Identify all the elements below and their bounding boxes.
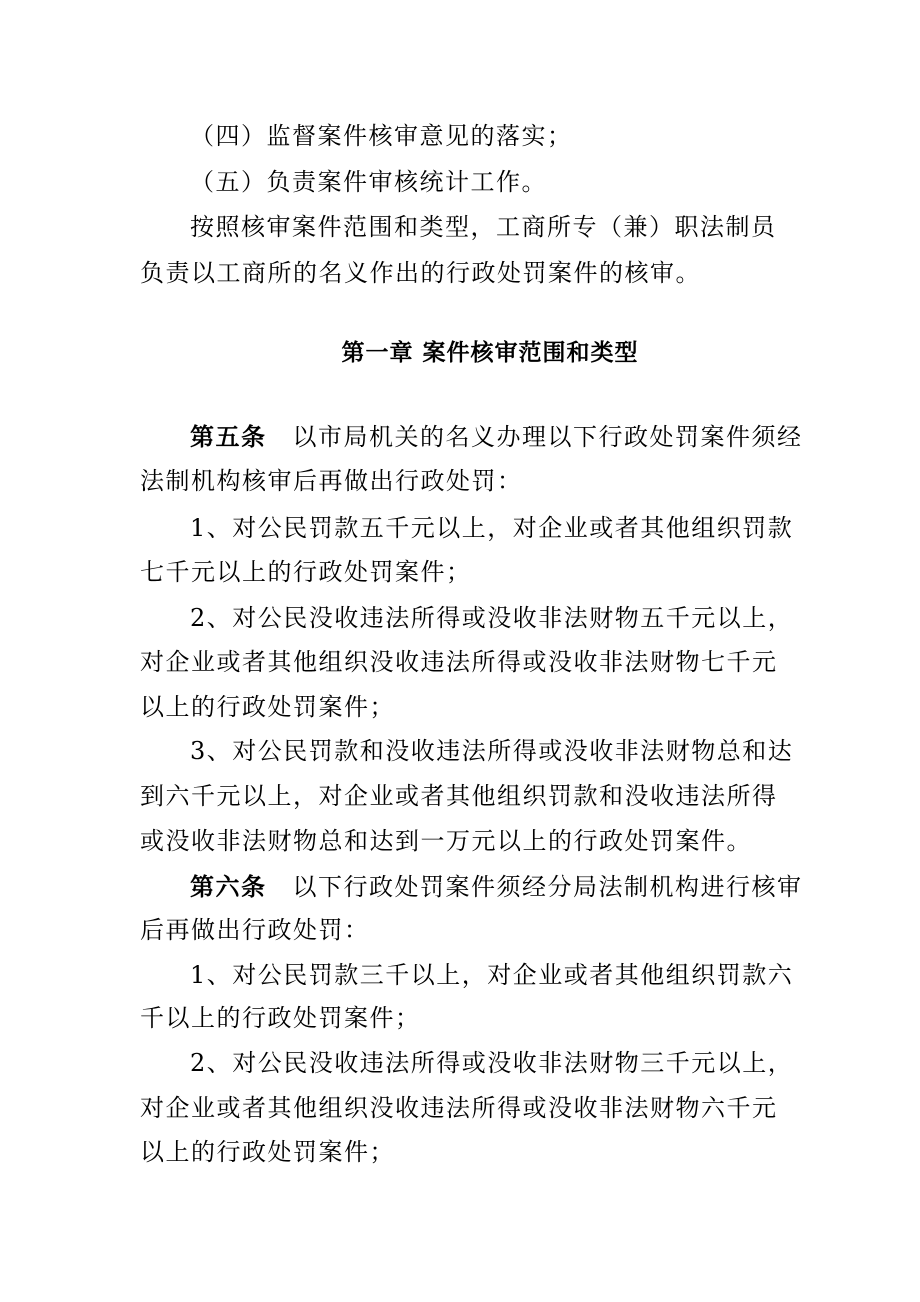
article-five-item-2-cont: 以上的行政处罚案件； — [140, 693, 395, 721]
article-six-item-2-cont: 以上的行政处罚案件； — [140, 1138, 395, 1166]
article-five-heading — [190, 422, 803, 452]
article-five-text: 以市局机关的名义办理以下行政处罚案件须经 — [292, 423, 803, 451]
chapter-title: 第一章 案件核审范围和类型 — [341, 340, 639, 366]
article-five-item-2-cont: 对企业或者其他组织没收违法所得或没收非法财物七千元 — [140, 648, 778, 676]
article-six-item-2: 2、对公民没收违法所得或没收非法财物三千元以上， — [190, 1049, 794, 1077]
article-five-item-2: 2、对公民没收违法所得或没收非法财物五千元以上， — [190, 604, 794, 632]
article-six-item-1-cont: 千以上的行政处罚案件； — [140, 1004, 421, 1032]
article-five-item-3-cont: 或没收非法财物总和达到一万元以上的行政处罚案件。 — [140, 827, 752, 855]
clause-five: （五）负责案件审核统计工作。 — [190, 168, 547, 196]
article-six-item-2-cont: 对企业或者其他组织没收违法所得或没收非法财物六千元 — [140, 1094, 778, 1122]
article-six-text: 以下行政处罚案件须经分局法制机构进行核审 — [292, 873, 803, 901]
article-six-heading — [190, 872, 803, 902]
article-six-item-1: 1、对公民罚款三千以上，对企业或者其他组织罚款六 — [190, 961, 794, 989]
article-five-label: 第五条 — [190, 423, 267, 451]
paragraph-line: 负责以工商所的名义作出的行政处罚案件的核审。 — [140, 259, 701, 287]
article-five-item-1: 1、对公民罚款五千元以上，对企业或者其他组织罚款 — [190, 514, 794, 542]
article-five-item-3-cont: 到六千元以上，对企业或者其他组织罚款和没收违法所得 — [140, 782, 778, 810]
clause-four: （四）监督案件核审意见的落实； — [190, 122, 573, 150]
article-five-line: 法制机构核审后再做出行政处罚： — [140, 467, 523, 495]
article-five-item-1-cont: 七千元以上的行政处罚案件； — [140, 558, 472, 586]
article-five-item-3: 3、对公民罚款和没收违法所得或没收非法财物总和达 — [190, 737, 794, 765]
article-six-line: 后再做出行政处罚： — [140, 916, 370, 944]
paragraph-line: 按照核审案件范围和类型，工商所专（兼）职法制员 — [190, 213, 777, 241]
article-six-label: 第六条 — [190, 873, 267, 901]
